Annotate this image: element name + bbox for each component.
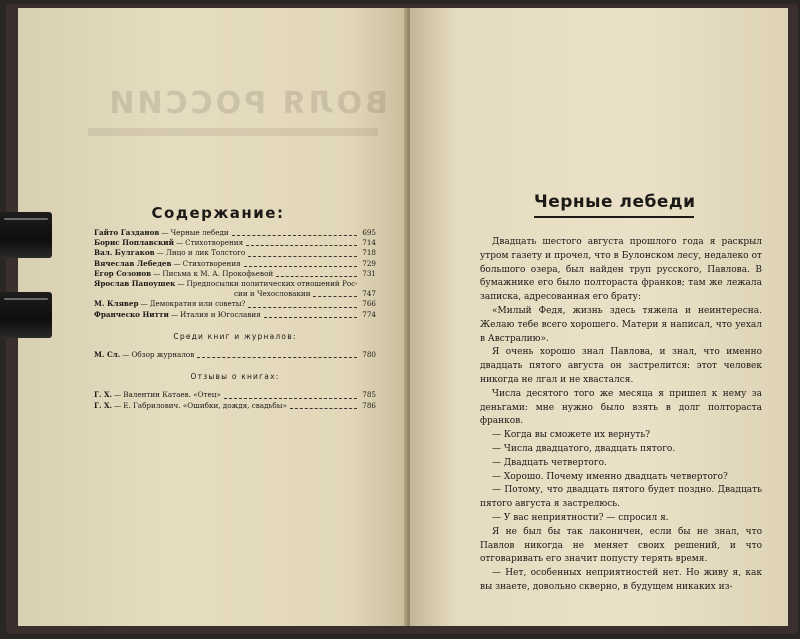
chapter-title: Черные лебеди [534, 192, 696, 212]
toc-entry [94, 279, 376, 289]
toc-entry-author: М. Клявер [94, 299, 139, 309]
toc-entry [94, 259, 376, 269]
paragraph: — Потому, что двадцать пятого будет поздно. Двадцать пятого августа я застрелюсь. [480, 485, 762, 510]
toc-entry [94, 248, 376, 258]
toc-entry [94, 390, 376, 400]
toc-entry-title: Обзор журналов [131, 350, 195, 360]
toc-entry-dash: — [140, 299, 148, 309]
toc-entry-author: Гайто Газданов [94, 228, 160, 237]
toc-entry [94, 401, 376, 411]
show-through-heading: ВОЛЯ РОССИИ [106, 86, 388, 121]
right-page [410, 8, 788, 626]
toc-entry-page: 714 [362, 238, 376, 248]
paragraph: — У вас неприятности? — спросил я. [492, 512, 669, 523]
toc-entry-dash: — [173, 258, 181, 268]
toc-entry-author: Борис Поплавский [94, 238, 174, 248]
toc-entry-leader [248, 307, 357, 308]
toc-entry-dash: — [156, 248, 164, 258]
toc-entry-leader [248, 256, 357, 257]
toc-entry-author: Ярослав Папоушек [94, 279, 176, 289]
toc-entry-dash: — [170, 309, 179, 319]
toc-entry-title: Валентин Катаев. «Отец» [123, 390, 221, 400]
toc-entry-leader [276, 276, 357, 277]
toc-entry-dash: — [114, 390, 122, 400]
chapter-body [480, 236, 762, 595]
toc-entry-title: Лицо и лик Толстого [165, 248, 246, 258]
toc-entry-page: 729 [362, 258, 376, 268]
toc-entry-title: Стихотворения [185, 238, 244, 248]
toc-entry-dash: — [153, 268, 161, 278]
toc-entry-title: Стихотворения [182, 258, 241, 268]
toc-entry-title: Италия и Югославия [180, 309, 261, 319]
toc-entry-author: Вал. Булгаков [94, 248, 155, 258]
toc-entry-dash: — [114, 400, 122, 410]
paragraph: — Нет, особенных неприятностей нет. Но живу я, как вы знаете, довольно скверно, в будущем никаких из- [480, 568, 762, 592]
toc-entry-leader [197, 357, 357, 358]
toc-entry-author: Франческо Нитти [94, 309, 169, 319]
paragraph: Двадцать шестого августа прошлого года я раскрыл утром газету и прочел, что в Булонском лесу, недалеко от большого озера, был найден труп русского, Павлова. В бумажнике его было полтораста франков; там же лежала записка, адресованная его брату: [480, 237, 762, 303]
toc-entry-title: Е. Габрилович. «Ошибки, дождя, свадьбы» [123, 400, 287, 410]
toc-entry-dash: — [175, 238, 184, 248]
toc-entry-page: 785 [362, 390, 376, 400]
paragraph: Я не был бы так лаконичен, если бы не знал, что Павлов никогда не меняет своих решений, и что отговаривать его значит попусту терять время. [480, 526, 762, 565]
toc-entry-page: 747 [362, 289, 376, 299]
toc-entry-title: Письма к М. А. Прокофьевой [162, 268, 274, 278]
toc-entry [94, 299, 376, 309]
toc-entry-author: М. Сл. [94, 350, 121, 360]
toc-main-entries [94, 228, 376, 320]
toc-entry-page: 718 [362, 248, 376, 258]
paragraph: — Когда вы сможете их вернуть? [492, 430, 651, 441]
paragraph: Числа десятого того же месяца я пришел к нему за деньгами: мне нужно было взять в долг полтораста франков. [480, 388, 762, 427]
toc-entry-dash: — [177, 279, 185, 289]
toc-entry [94, 310, 376, 320]
binder-clip-bottom [0, 292, 52, 338]
toc-section2-entries [94, 390, 376, 410]
toc-entry-page: 786 [362, 400, 376, 410]
toc-entry-page: 774 [362, 309, 376, 319]
toc-entry [94, 269, 376, 279]
toc-entry-author: Егор Созонов [94, 268, 152, 278]
toc-entry-dash: — [122, 350, 130, 360]
toc-entry-leader [246, 245, 357, 246]
paragraph: «Милый Федя, жизнь здесь тяжела и неинтересна. Желаю тебе всего хорошего. Матери я написал, что уехал в Австралию». [480, 305, 762, 344]
paragraph: — Хорошо. Почему именно двадцать четвертого? [492, 471, 728, 482]
toc-entry [94, 228, 376, 238]
toc-entry-page: 731 [362, 268, 376, 278]
toc-section-books-journals: Среди книг и журналов: [173, 331, 297, 341]
left-page [18, 8, 408, 626]
toc-entry-page: 695 [362, 228, 376, 237]
toc-entry-leader [313, 296, 357, 297]
toc-section-reviews: Отзывы о книгах: [190, 372, 280, 382]
paragraph: — Двадцать четвертого. [492, 457, 607, 468]
book-spread [6, 4, 798, 634]
table-of-contents [94, 228, 376, 411]
toc-entry [94, 238, 376, 248]
toc-entry-dash: — [161, 228, 169, 237]
toc-section1-entries [94, 350, 376, 360]
title-underline [534, 216, 694, 218]
toc-entry-title: Предпосылки политических отношений Рос- [186, 279, 358, 289]
toc-entry [94, 289, 376, 299]
toc-entry-author: Г. Х. [94, 400, 113, 410]
toc-entry-title: сии и Чехословакии [234, 289, 311, 299]
show-through-rule [88, 128, 378, 136]
toc-entry-author: Вячеслав Лебедев [94, 258, 172, 268]
binder-clip-top [0, 212, 52, 258]
paragraph: — Числа двадцатого, двадцать пятого. [492, 443, 676, 454]
toc-entry-leader [232, 235, 357, 236]
paragraph: Я очень хорошо знал Павлова, и знал, что именно двадцать пятого августа он застрелится: этот человек никогда не лгал и не хвастался. [480, 347, 762, 385]
toc-entry-leader [264, 317, 357, 318]
toc-entry-author: Г. Х. [94, 390, 113, 400]
toc-entry-page: 766 [362, 299, 376, 309]
toc-entry [94, 350, 376, 360]
toc-entry-leader [224, 398, 357, 399]
toc-entry-title: Демократия или советы? [149, 299, 246, 309]
toc-entry-page: 780 [362, 350, 376, 360]
toc-entry-title: Черные лебеди [170, 228, 229, 237]
toc-entry-leader [244, 266, 357, 267]
toc-entry-leader [290, 408, 357, 409]
toc-title: Содержание: [151, 204, 285, 222]
